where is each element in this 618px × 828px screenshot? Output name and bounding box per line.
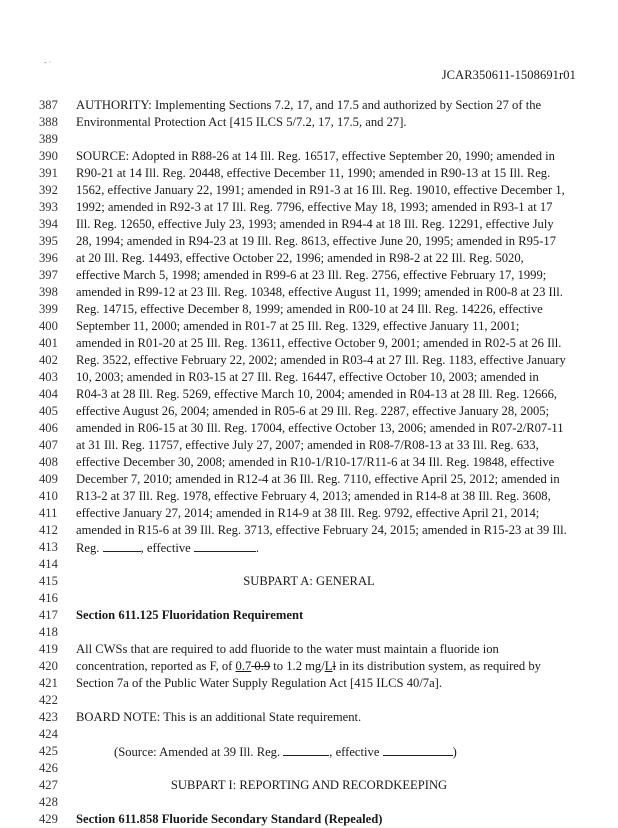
line-393	[0, 199, 618, 216]
board-note: BOARD NOTE: This is an additional State requirement.	[76, 710, 362, 724]
line-412	[0, 522, 618, 539]
document-id: JCAR350611-1508691r01	[441, 68, 576, 82]
line-text: 10, 2003; amended in R03-15 at 27 Ill. Reg. 16447, effective October 10, 2003; amended in	[76, 370, 539, 384]
line-text: SOURCE: Adopted in R88-26 at 14 Ill. Reg. 16517, effective September 20, 1990; amended in	[76, 149, 555, 163]
line-text: Section 7a of the Public Water Supply Regulation Act [415 ILCS 40/7a].	[76, 676, 443, 690]
line-390	[0, 148, 618, 165]
line-418	[0, 624, 618, 641]
blank-field	[194, 539, 256, 552]
line-398	[0, 284, 618, 301]
line-text: All CWSs that are required to add fluoride to the water must maintain a fluoride ion	[76, 642, 499, 656]
line-text: concentration, reported as F, of 0.7 0.9 to 1.2 mg/Ll in its distribution system, as required by	[76, 659, 541, 673]
line-text: amended in R15-6 at 39 Ill. Reg. 3713, effective February 24, 2015; amended in R15-23 at 39 Ill.	[76, 523, 567, 537]
line-number: 421	[39, 676, 58, 690]
line-426	[0, 760, 618, 777]
line-number: 414	[39, 557, 58, 571]
scan-specks: - ·	[44, 58, 52, 67]
line-number: 408	[39, 455, 58, 469]
line-number: 427	[39, 778, 58, 792]
line-text: Reg. 3522, effective February 22, 2002; amended in R03-4 at 27 Ill. Reg. 1183, effective January	[76, 353, 566, 367]
line-388	[0, 114, 618, 131]
line-423	[0, 709, 618, 726]
line-421	[0, 675, 618, 692]
deleted-text: l	[332, 659, 336, 673]
deleted-text: 0.9	[251, 659, 271, 673]
line-number: 411	[39, 506, 58, 520]
line-number: 416	[39, 591, 58, 605]
line-number: 399	[39, 302, 58, 316]
line-number: 424	[39, 727, 58, 741]
line-number: 397	[39, 268, 58, 282]
line-text: 1562, effective January 22, 1991; amended in R91-3 at 16 Ill. Reg. 19010, effective December 1,	[76, 183, 565, 197]
line-391	[0, 165, 618, 182]
line-number: 396	[39, 251, 58, 265]
blank-field	[103, 539, 141, 552]
line-number: 404	[39, 387, 58, 401]
line-number: 406	[39, 421, 58, 435]
line-text: at 31 Ill. Reg. 11757, effective July 27, 2007; amended in R08-7/R08-13 at 33 Ill. Reg. 633,	[76, 438, 539, 452]
section-heading: Section 611.858 Fluoride Secondary Standard (Repealed)	[76, 812, 383, 826]
line-number: 423	[39, 710, 58, 724]
line-number: 405	[39, 404, 58, 418]
line-408	[0, 454, 618, 471]
line-text: amended in R06-15 at 30 Ill. Reg. 17004, effective October 13, 2006; amended in R07-2/R07-11	[76, 421, 564, 435]
line-number: 419	[39, 642, 58, 656]
line-400	[0, 318, 618, 335]
line-427	[0, 777, 618, 794]
line-405	[0, 403, 618, 420]
line-389	[0, 131, 618, 148]
line-text: at 20 Ill. Reg. 14493, effective October 22, 1996; amended in R98-2 at 22 Ill. Reg. 5020,	[76, 251, 524, 265]
line-414	[0, 556, 618, 573]
line-number: 395	[39, 234, 58, 248]
line-411	[0, 505, 618, 522]
inserted-text: L	[324, 659, 333, 673]
line-401	[0, 335, 618, 352]
line-419	[0, 641, 618, 658]
line-425	[0, 743, 618, 760]
line-number: 398	[39, 285, 58, 299]
line-406	[0, 420, 618, 437]
line-text: effective December 30, 2008; amended in R10-1/R10-17/R11-6 at 34 Ill. Reg. 19848, effective	[76, 455, 555, 469]
line-number: 388	[39, 115, 58, 129]
source-note: (Source: Amended at 39 Ill. Reg. , effective )	[114, 745, 457, 759]
line-number: 409	[39, 472, 58, 486]
line-number: 393	[39, 200, 58, 214]
line-number: 422	[39, 693, 58, 707]
line-416	[0, 590, 618, 607]
section-heading: Section 611.125 Fluoridation Requirement	[76, 608, 304, 622]
line-394	[0, 216, 618, 233]
subpart-heading: SUBPART A: GENERAL	[243, 574, 375, 588]
line-424	[0, 726, 618, 743]
line-number: 402	[39, 353, 58, 367]
line-number: 391	[39, 166, 58, 180]
line-number: 413	[39, 540, 58, 554]
line-409	[0, 471, 618, 488]
line-428	[0, 794, 618, 811]
line-407	[0, 437, 618, 454]
line-number: 428	[39, 795, 58, 809]
line-397	[0, 267, 618, 284]
line-number: 407	[39, 438, 58, 452]
line-392	[0, 182, 618, 199]
line-number: 426	[39, 761, 58, 775]
line-417	[0, 607, 618, 624]
line-387	[0, 97, 618, 114]
blank-field	[283, 743, 329, 756]
line-399	[0, 301, 618, 318]
line-text: R13-2 at 37 Ill. Reg. 1978, effective February 4, 2013; amended in R14-8 at 38 Ill. Reg. 3608,	[76, 489, 551, 503]
line-413	[0, 539, 618, 556]
line-number: 387	[39, 98, 58, 112]
line-number: 410	[39, 489, 58, 503]
line-text: R90-21 at 14 Ill. Reg. 20448, effective December 11, 1990; amended in R90-13 at 15 Ill. Reg.	[76, 166, 551, 180]
line-text: effective March 5, 1998; amended in R99-6 at 23 Ill. Reg. 2756, effective February 17, 1999;	[76, 268, 547, 282]
line-number: 403	[39, 370, 58, 384]
line-text: September 11, 2000; amended in R01-7 at 25 Ill. Reg. 1329, effective January 11, 2001;	[76, 319, 520, 333]
line-number: 412	[39, 523, 58, 537]
line-text: amended in R99-12 at 23 Ill. Reg. 10348, effective August 11, 1999; amended in R00-8 at 23 Ill.	[76, 285, 563, 299]
subpart-heading: SUBPART I: REPORTING AND RECORDKEEPING	[170, 778, 448, 792]
inserted-text: 0.7	[235, 659, 252, 673]
line-text: Ill. Reg. 12650, effective July 23, 1993; amended in R94-4 at 18 Ill. Reg. 12291, effective July	[76, 217, 554, 231]
numbered-lines	[0, 97, 618, 828]
line-395	[0, 233, 618, 250]
line-number: 392	[39, 183, 58, 197]
line-number: 425	[39, 744, 58, 758]
line-text: 28, 1994; amended in R94-23 at 19 Ill. Reg. 8613, effective June 20, 1995; amended in R95-17	[76, 234, 556, 248]
line-text: 1992; amended in R92-3 at 17 Ill. Reg. 7796, effective May 18, 1993; amended in R93-1 at 17	[76, 200, 553, 214]
line-number: 415	[39, 574, 58, 588]
line-404	[0, 386, 618, 403]
line-text: Environmental Protection Act [415 ILCS 5/7.2, 17, 17.5, and 27].	[76, 115, 407, 129]
line-402	[0, 352, 618, 369]
line-text: effective January 27, 2014; amended in R14-9 at 38 Ill. Reg. 9792, effective April 21, 2014;	[76, 506, 540, 520]
line-number: 400	[39, 319, 58, 333]
line-422	[0, 692, 618, 709]
line-415	[0, 573, 618, 590]
line-number: 418	[39, 625, 58, 639]
line-text: effective August 26, 2004; amended in R05-6 at 29 Ill. Reg. 2287, effective January 28, 2005;	[76, 404, 550, 418]
line-number: 401	[39, 336, 58, 350]
line-410	[0, 488, 618, 505]
line-number: 394	[39, 217, 58, 231]
line-text: Reg. 14715, effective December 8, 1999; amended in R00-10 at 24 Ill. Reg. 14226, effective	[76, 302, 543, 316]
line-number: 389	[39, 132, 58, 146]
line-number: 390	[39, 149, 58, 163]
line-420	[0, 658, 618, 675]
line-number: 420	[39, 659, 58, 673]
line-text: December 7, 2010; amended in R12-4 at 36 Ill. Reg. 7110, effective April 25, 2012; amended in	[76, 472, 560, 486]
line-403	[0, 369, 618, 386]
line-text: AUTHORITY: Implementing Sections 7.2, 17, and 17.5 and authorized by Section 27 of the	[76, 98, 542, 112]
line-text: Reg. , effective .	[76, 541, 260, 555]
line-429	[0, 811, 618, 828]
line-number: 429	[39, 812, 58, 826]
line-text: amended in R01-20 at 25 Ill. Reg. 13611, effective October 9, 2001; amended in R02-5 at 26 Ill.	[76, 336, 562, 350]
line-396	[0, 250, 618, 267]
line-text: R04-3 at 28 Ill. Reg. 5269, effective March 10, 2004; amended in R04-13 at 28 Ill. Reg. 12666,	[76, 387, 558, 401]
line-number: 417	[39, 608, 58, 622]
blank-field	[383, 743, 453, 756]
